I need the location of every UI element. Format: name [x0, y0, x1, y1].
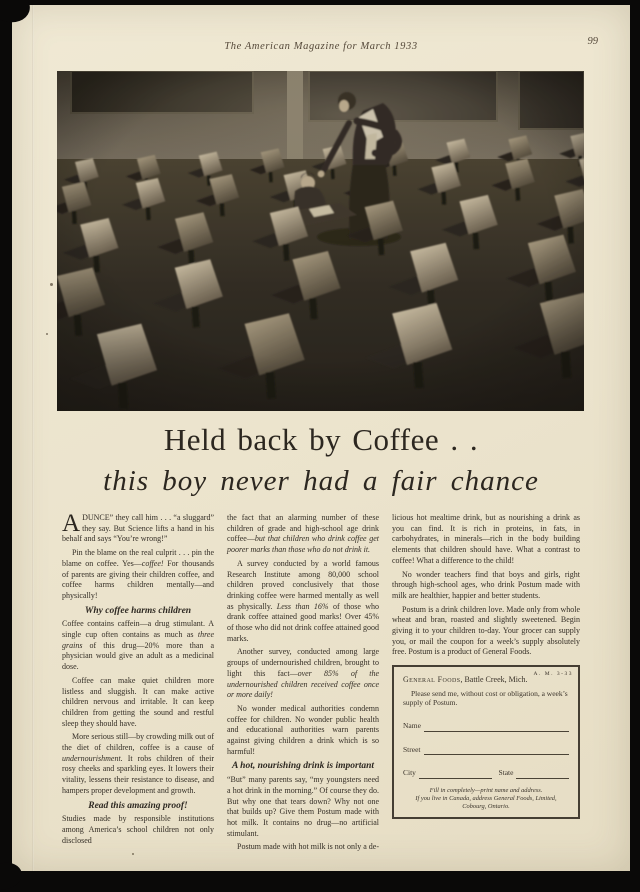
paper-speck — [132, 853, 134, 855]
company-address: , Battle Creek, Mich. — [460, 675, 528, 685]
paragraph-emphasis: over 85% of the undernourished children received coffee once or more daily! — [227, 668, 379, 700]
page-number: 99 — [587, 36, 598, 47]
paragraph-text: Coffee can make quiet children more listless and sluggish. It can make active children nervous and irritable. It can keep children from getting the sound and restful sleep they should have. — [62, 675, 214, 728]
paragraph-emphasis: coffee! — [141, 558, 164, 568]
magazine-page — [12, 5, 630, 871]
name-label: Name — [403, 720, 421, 730]
state-write-line — [516, 770, 569, 779]
paragraph-text: Pin the blame on the real culprit . . . pin the blame on coffee. Yes— — [62, 548, 214, 568]
coupon-fine-print — [403, 787, 569, 811]
classroom-photo-art — [57, 71, 584, 411]
paragraph-text: DUNCE” they call him . . . “a sluggard” they say. But Science lifts a hand in his behalf and says “You’re wrong!” — [62, 513, 214, 544]
page-crease — [32, 5, 34, 871]
paragraph — [62, 619, 214, 673]
paragraph — [392, 513, 580, 567]
section-heading: Why coffee harms children — [84, 605, 192, 616]
paragraph-text: Postum is a drink children love. Made only from whole wheat and bran, roasted and slightly sweetened. Begin giving it to your children to-day. Your grocer can supply you, or mail the coupon for a week’s supply absolutely free. Postum is a product of General Foods. — [392, 604, 580, 657]
paragraph — [227, 775, 379, 839]
paragraph — [227, 513, 379, 556]
paragraph-emphasis: but that children who drink coffee get poorer marks than those who do not drink it. — [227, 534, 379, 555]
paragraph-text: A survey conducted by a world famous Research Institute among 80,000 school children proved conclusively that those drinking coffee were harmed mentally as well as physically. — [227, 558, 379, 611]
paragraph-text: No wonder teachers find that boys and girls, right through high-school ages, who drink Postum made with milk are healthier, happier and better students. — [392, 569, 580, 600]
dropcap: A — [62, 510, 81, 537]
paper-speck — [46, 333, 48, 335]
paragraph — [62, 814, 214, 846]
column-left — [62, 510, 214, 856]
coupon-field-city-state — [403, 768, 569, 779]
paragraph-text: Studies made by responsible institutions among America’s school children not only disclosed — [62, 814, 214, 845]
paragraph — [62, 732, 214, 796]
city-write-line — [419, 770, 493, 779]
mail-in-coupon — [392, 665, 580, 819]
paragraph — [392, 605, 580, 659]
column-middle — [227, 513, 379, 856]
paper-speck — [50, 283, 53, 286]
paragraph-emphasis: three grains — [62, 630, 214, 650]
paragraph-text: licious hot mealtime drink, but as nourishing a drink as you can find. It is rich in proteins, in fats, in carbohydrates, in minerals—rich in the body building elements that children should have. What a contrast to coffee! What a difference to the child! — [392, 513, 580, 565]
paragraph-text: Another survey, conducted among large groups of undernourished children, brought to light this fact— — [227, 647, 379, 678]
paragraph-text: Coffee contains caffein—a drug stimulant. A single cup often contains as much as — [62, 619, 214, 640]
paragraph-text: the fact that an alarming number of these children of grade and high-school age drink coffee— — [227, 513, 379, 544]
company-name: General Foods — [403, 675, 461, 685]
paragraph — [62, 676, 214, 730]
paragraph — [227, 704, 379, 758]
paragraph — [62, 548, 214, 602]
paragraph — [62, 510, 214, 545]
paragraph-text: For thousands of parents are giving their children coffee, and coffee harms children mentally—and physically! — [62, 558, 214, 600]
street-write-line — [424, 746, 570, 755]
paragraph-text: “But” many parents say, “my youngsters need a hot drink in the morning.” Of course they do. But why one that tears down? Why not one that builds up? Give them Postum made with hot milk. It contains no drug—no artificial stimulant. — [227, 775, 379, 838]
magazine-title: The American Magazine for March 1933 — [224, 41, 418, 52]
column-right — [392, 513, 580, 856]
paragraph — [227, 842, 379, 853]
coupon-offer-text: Please send me, without cost or obligation, a week’s supply of Postum. — [403, 688, 568, 708]
street-label: Street — [403, 744, 421, 754]
paragraph-emphasis: undernourishment. — [62, 753, 123, 763]
headline: Held back by Coffee . . — [163, 422, 479, 457]
paragraph — [227, 559, 379, 645]
coupon-code: A. M. 3-33 — [533, 671, 573, 678]
paragraph-text: of those who drank coffee attained good marks! Over 45% of those who did not drink coffee attained good marks. — [227, 601, 379, 643]
paragraph-text: It robs children of their rosy cheeks and sparkling eyes. It lowers their vitality, lessens their resistance to disease, and hampers proper development and growth. — [62, 753, 214, 795]
subheadline: this boy never had a fair chance — [103, 465, 539, 497]
city-label: City — [403, 768, 416, 778]
paragraph-text: of this drug—20% more than a physician would give an adult as a medicinal dose. — [62, 640, 214, 672]
section-heading: A hot, nourishing drink is important — [231, 761, 375, 772]
fine-print-line-1: Fill in completely—print name and address. — [429, 786, 543, 794]
paragraph-emphasis: Less than 16% — [276, 601, 329, 611]
section-heading: Read this amazing proof! — [88, 800, 188, 811]
body-columns — [62, 510, 580, 856]
paragraph-text: No wonder medical authorities condemn coffee for children. No wonder public health and educational authorities warn parents against giving children a drink which is so harmful! — [227, 703, 379, 756]
paragraph-text: More serious still—by crowding milk out of the diet of children, coffee is a cause of — [62, 732, 214, 753]
magazine-header — [12, 5, 630, 54]
coupon-field-street — [403, 745, 569, 756]
fine-print-line-2: If you live in Canada, address General Foods, Limited, Cobourg, Ontario. — [415, 794, 557, 810]
classroom-photo — [57, 71, 584, 411]
name-write-line — [424, 723, 569, 732]
paragraph — [392, 570, 580, 602]
coupon-field-name — [403, 721, 569, 732]
paragraph-text: Postum made with hot milk is not only a de- — [237, 842, 379, 852]
state-label: State — [498, 768, 514, 778]
paragraph — [227, 647, 379, 701]
